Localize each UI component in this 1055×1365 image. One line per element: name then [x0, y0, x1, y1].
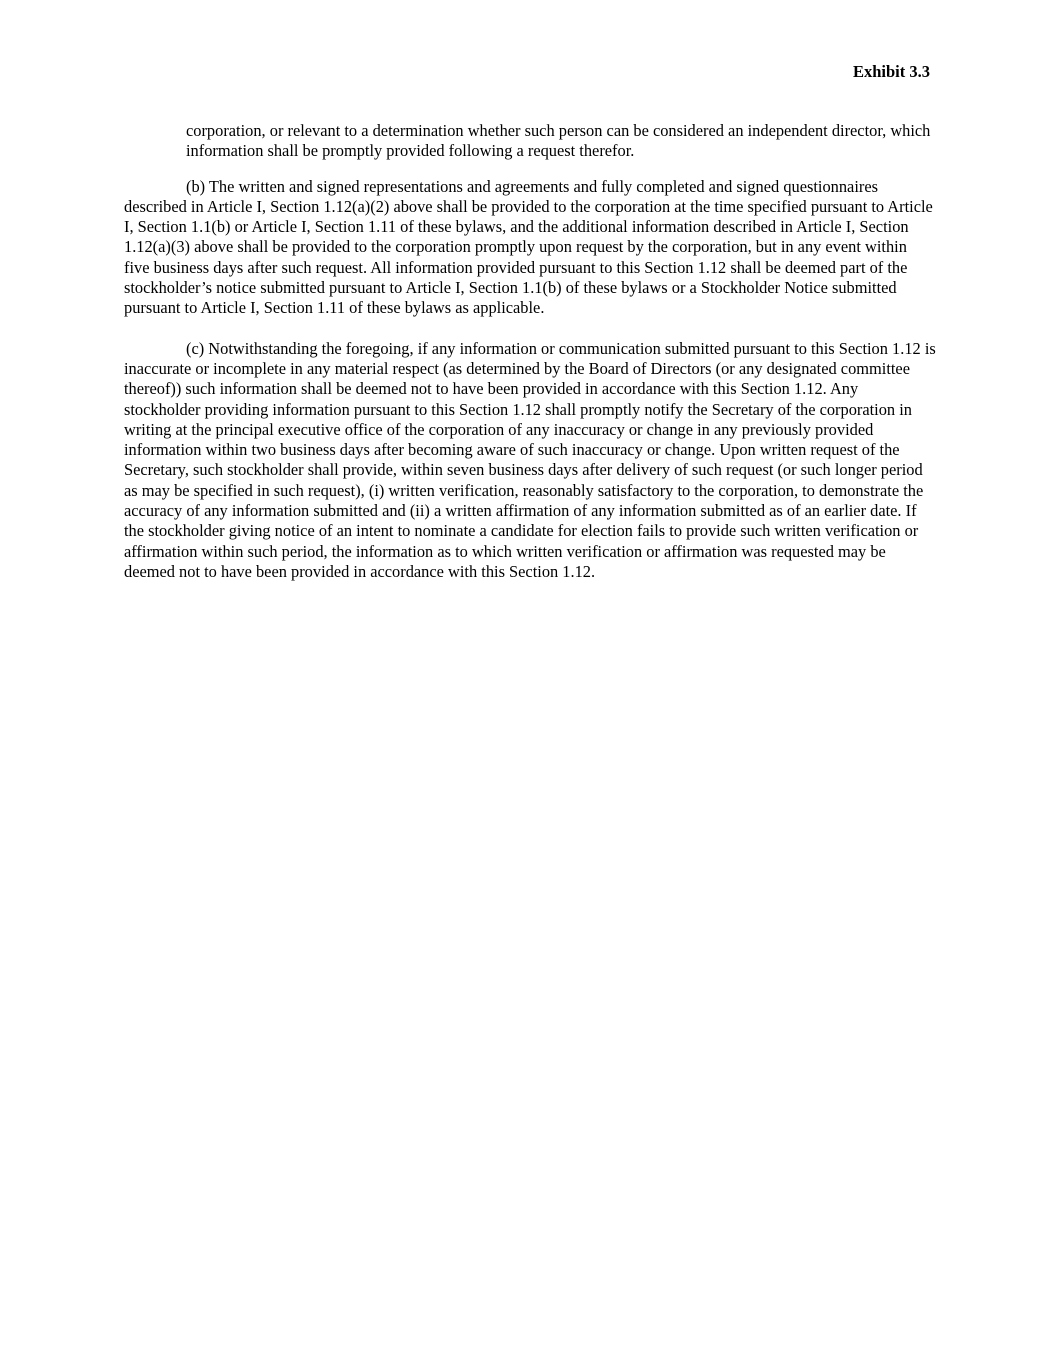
exhibit-label: Exhibit 3.3: [852, 62, 930, 81]
paragraph-c: (c) Notwithstanding the foregoing, if any information or communication submitted pursuant to this Section 1.12 is inaccurate or incomplete in any material respect (as determined by the Board of Directors (or any designated committee thereof)) such information shall be deemed not to have been provided in accordance with this Section 1.12. Any stockholder providing information pursuant to this Section 1.12 shall promptly notify the Secretary of the corporation in writing at the principal executive office of the corporation of any inaccuracy or change in any previously provided information within two business days after becoming aware of such inaccuracy or change. Upon written request of the Secretary, such stockholder shall provide, within seven business days after delivery of such request (or such longer period as may be specified in such request), (i) written verification, reasonably satisfactory to the corporation, to demonstrate the accuracy of any information submitted and (ii) a written affirmation of any information submitted as of an earlier date. If the stockholder giving notice of an intent to nominate a candidate for election fails to provide such written verification or affirmation within such period, the information as to which written verification or affirmation was requested may be deemed not to have been provided in accordance with this Section 1.12.: [124, 338, 936, 581]
document-body: [124, 121, 936, 597]
paragraph-continuation: corporation, or relevant to a determination whether such person can be considered an independent director, which information shall be promptly provided following a request therefor.: [186, 121, 931, 161]
paragraph-b: (b) The written and signed representations and agreements and fully completed and signed questionnaires described in Article I, Section 1.12(a)(2) above shall be provided to the corporation at the time specified pursuant to Article I, Section 1.1(b) or Article I, Section 1.11 of these bylaws, and the additional information described in Article I, Section 1.12(a)(3) above shall be provided to the corporation promptly upon request by the corporation, but in any event within five business days after such request. All information provided pursuant to this Section 1.12 shall be deemed part of the stockholder’s notice submitted pursuant to Article I, Section 1.1(b) of these bylaws or a Stockholder Notice submitted pursuant to Article I, Section 1.11 of these bylaws as applicable.: [124, 176, 933, 318]
